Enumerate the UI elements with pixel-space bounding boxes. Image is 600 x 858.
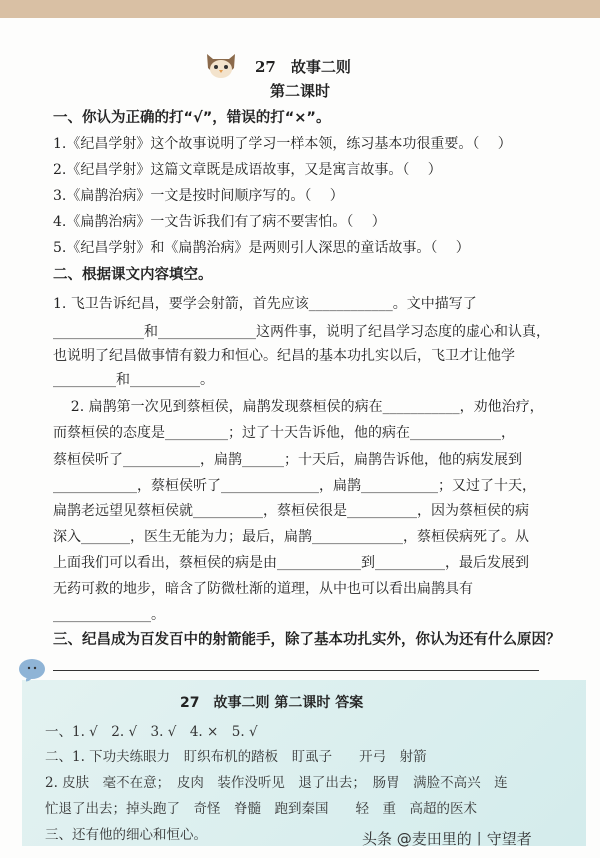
fill-line: _________和__________。 <box>53 372 214 388</box>
fill-line: 2. 扁鹊第一次见到蔡桓侯，扁鹊发现蔡桓侯的病在___________，劝他治疗， <box>53 399 544 415</box>
fill-line: 上面我们可以看出，蔡桓侯的病是由____________到__________，最后发展到 <box>53 555 529 571</box>
tf-item: 2.《纪昌学射》这篇文章既是成语故事，又是寓言故事。（ ） <box>53 162 442 178</box>
fill-line: 蔡桓侯听了___________，扁鹊______；十天后，扁鹊告诉他，他的病发展到 <box>53 452 522 468</box>
fill-line: 扁鹊老远望见蔡桓侯就__________，蔡桓侯很是__________，因为蔡桓侯的病 <box>53 503 529 519</box>
answer-line-text: 忙退了出去；掉头跑了 奇怪 脊髓 跑到秦国 轻 重 高超的医术 <box>45 801 477 817</box>
fill-line: 而蔡桓侯的态度是_________；过了十天告诉他，他的病在_____________， <box>53 425 515 441</box>
page-subtitle: 第二课时 <box>270 82 331 100</box>
fill-line: 无药可救的地步，暗含了防微杜渐的道理，从中也可以看出扁鹊具有 <box>53 581 473 597</box>
owl-icon <box>204 50 238 80</box>
answer-line-text: 2. 皮肤 毫不在意； 皮肉 装作没听见 退了出去； 肠胃 满脸不高兴 连 <box>45 775 508 791</box>
answer-line-text: 一、1. √ 2. √ 3. √ 4. × 5. √ <box>45 724 258 740</box>
answer-line-text: 二、1. 下功夫练眼力 盯织布机的踏板 盯虱子 开弓 射箭 <box>45 749 427 765</box>
answer-line-text: 三、还有他的细心和恒心。 <box>45 827 207 843</box>
elephant-icon <box>17 658 47 682</box>
tf-item: 5.《纪昌学射》和《扁鹊治病》是两则引人深思的童话故事。（ ） <box>53 240 470 256</box>
watermark: 头条 @麦田里的丨守望者 <box>362 830 532 848</box>
section2-heading: 二、根据课文内容填空。 <box>53 267 213 283</box>
tf-item: 1.《纪昌学射》这个故事说明了学习一样本领，练习基本功很重要。（ ） <box>53 136 512 152</box>
fill-line: 1. 飞卫告诉纪昌，要学会射箭，首先应该____________。文中描写了 <box>53 296 477 312</box>
fill-line: ____________，蔡桓侯听了______________，扁鹊___________；又过了十天， <box>53 478 536 494</box>
fill-line: 也说明了纪昌做事情有毅力和恒心。纪昌的基本功扎实以后，飞卫才让他学 <box>53 348 515 364</box>
section3-heading: 三、纪昌成为百发百中的射箭能手，除了基本功扎实外，你认为还有什么原因？ <box>53 632 561 648</box>
tf-item: 4.《扁鹊治病》一文告诉我们有了病不要害怕。（ ） <box>53 214 386 230</box>
top-band <box>0 0 600 18</box>
fill-line: ______________。 <box>53 607 165 623</box>
page-title: 27 故事二则 <box>255 58 351 76</box>
fill-line: 深入_______，医生无能为力；最后，扁鹊_____________，蔡桓侯病死了。从 <box>53 529 529 545</box>
tf-item: 3.《扁鹊治病》一文是按时间顺序写的。（ ） <box>53 188 344 204</box>
answer-line <box>53 670 539 671</box>
section1-heading: 一、你认为正确的打“√”，错误的打“×”。 <box>53 110 331 126</box>
answer-title: 27 故事二则 第二课时 答案 <box>180 695 364 711</box>
fill-line: _____________和______________这两件事，说明了纪昌学习态度的虚心和认真， <box>53 324 550 340</box>
